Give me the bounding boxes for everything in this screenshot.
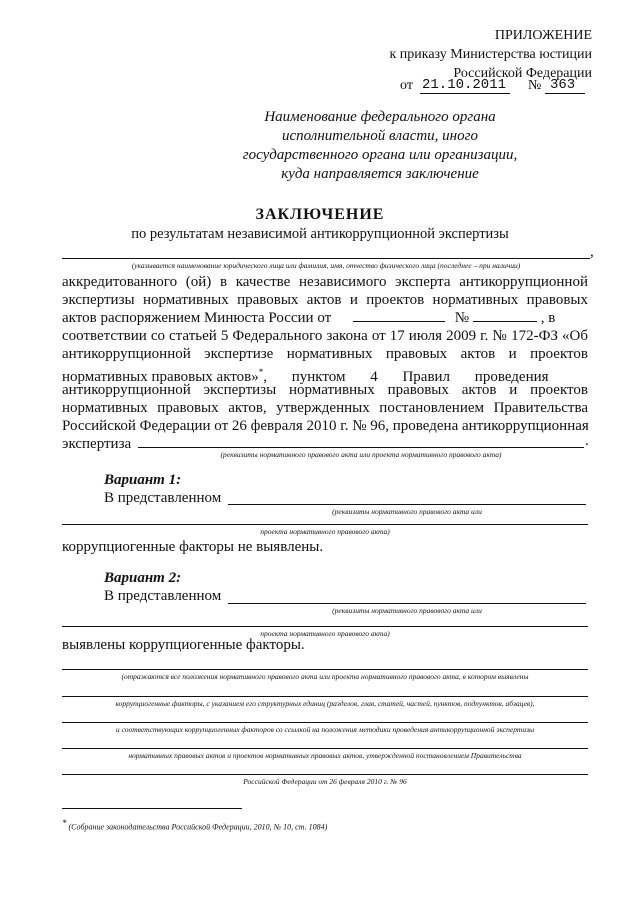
appendix-order-line: к приказу Министерства юстиции (389, 47, 592, 62)
variant-2-caption-1: (реквизиты нормативного правового акта или (332, 606, 482, 615)
act-details-period: . (585, 433, 589, 449)
rules-reference: , пунктом 4 Правил проведения (263, 369, 549, 385)
addressee-line-2: исполнительной власти, иного (282, 128, 478, 144)
addressee-line-1: Наименование федерального органа (264, 109, 496, 125)
law-title-end: нормативных правовых актов» (62, 369, 259, 385)
footnote-star: * (62, 818, 67, 828)
footnote-text: (Собрание законодательства Российской Федерации, 2010, № 10, ст. 1084) (68, 822, 328, 832)
variant-2-lead: В представленном (104, 588, 222, 604)
variant-1-lead: В представленном (104, 490, 222, 506)
factors-caption-5: Российской Федерации от 26 февраля 2010 г. № 96 (243, 777, 407, 786)
factors-caption-3: и соответствующих коррупциогенных факторов со ссылкой на положения методики проведения антикоррупционной экспертизы (115, 725, 535, 734)
expert-name-line (62, 258, 590, 259)
variant-1-result: коррупциогенные факторы не выявлены. (62, 539, 324, 555)
appendix-title: ПРИЛОЖЕНИЕ (494, 28, 592, 43)
expertise-word: экспертиза (62, 436, 132, 452)
variant-1-caption-2: проекта нормативного правового акта) (260, 527, 390, 536)
act-details-line (138, 447, 584, 448)
document-subtitle: по результатам независимой антикоррупционной экспертизы (131, 226, 509, 242)
footnote-marker: * (258, 367, 264, 377)
order-date-underline (420, 93, 510, 94)
accreditation-date-blank (353, 309, 445, 322)
factors-caption-2: коррупциогенные факторы, с указанием его структурных единиц (разделов, глав, статей, частей, пунктов, подпунктов, абзацев), (115, 699, 535, 708)
body-line-5: антикоррупционной экспертизе нормативных правовых актов и проектов (62, 346, 588, 362)
accreditation-number-label: № (454, 310, 469, 326)
variant-2-act-line (228, 603, 586, 604)
variant-2-caption-2: проекта нормативного правового акта) (260, 629, 390, 638)
addressee-line-4: куда направляется заключение (281, 166, 479, 182)
body-line-3 (62, 309, 588, 327)
accreditation-order-text: актов распоряжением Минюста России от (62, 310, 332, 326)
variant-1-act-line (228, 504, 586, 505)
order-number-underline (545, 93, 585, 94)
accreditation-line-end: , в (540, 310, 556, 326)
body-line-7: антикоррупционной экспертизы нормативных правовых актов и проектов (62, 382, 588, 398)
order-date: 21.10.2011 (422, 77, 507, 93)
body-line-1: аккредитованного (ой) в качестве независимого эксперта антикоррупционной (62, 274, 588, 290)
variant-1-heading: Вариант 1: (104, 472, 182, 488)
body-line-2: экспертизы нормативных правовых актов и проектов нормативных правовых (62, 292, 588, 308)
variant-2-heading: Вариант 2: (104, 570, 182, 586)
appendix-ministry-line: Российской Федерации (453, 66, 592, 81)
order-date-label: от (400, 78, 413, 93)
factors-caption-4: нормативных правовых актов и проектов нормативных правовых актов, утвержденной постановлением Правительства (128, 751, 522, 760)
factors-caption-1: (отражаются все положения нормативного правового акта или проекта нормативного правового акта, в котором выявлены (121, 672, 529, 681)
order-number-label: № (528, 78, 542, 93)
body-line-8: нормативных правовых актов, утвержденных постановлением Правительства (62, 400, 588, 416)
factors-line-5 (62, 774, 588, 775)
act-details-caption: (реквизиты нормативного правового акта или проекта нормативного правового акта) (220, 450, 502, 459)
body-line-9: Российской Федерации от 26 февраля 2010 г. № 96, проведена антикоррупционная (62, 418, 589, 434)
footnote-separator (62, 808, 242, 809)
expert-name-caption: (указывается наименование юридического лица или фамилия, имя, отчество физического лица (последнее – при наличии) (131, 261, 521, 270)
footnote (62, 818, 327, 832)
variant-2-result: выявлены коррупциогенные факторы. (62, 637, 305, 653)
variant-1-act-line-2 (62, 524, 588, 525)
factors-line-3 (62, 722, 588, 723)
addressee-line-3: государственного органа или организации, (242, 147, 518, 163)
expert-name-comma: , (590, 244, 594, 260)
variant-1-caption-1: (реквизиты нормативного правового акта или (332, 507, 482, 516)
body-line-4: соответствии со статьей 5 Федерального закона от 17 июля 2009 г. № 172-ФЗ «Об (62, 328, 588, 344)
factors-line-4 (62, 748, 588, 749)
factors-line-2 (62, 696, 588, 697)
factors-line-1 (62, 669, 588, 670)
variant-2-act-line-2 (62, 626, 588, 627)
accreditation-number-blank (473, 309, 537, 322)
order-number: 363 (550, 77, 576, 93)
document-title: ЗАКЛЮЧЕНИЕ (255, 206, 385, 223)
